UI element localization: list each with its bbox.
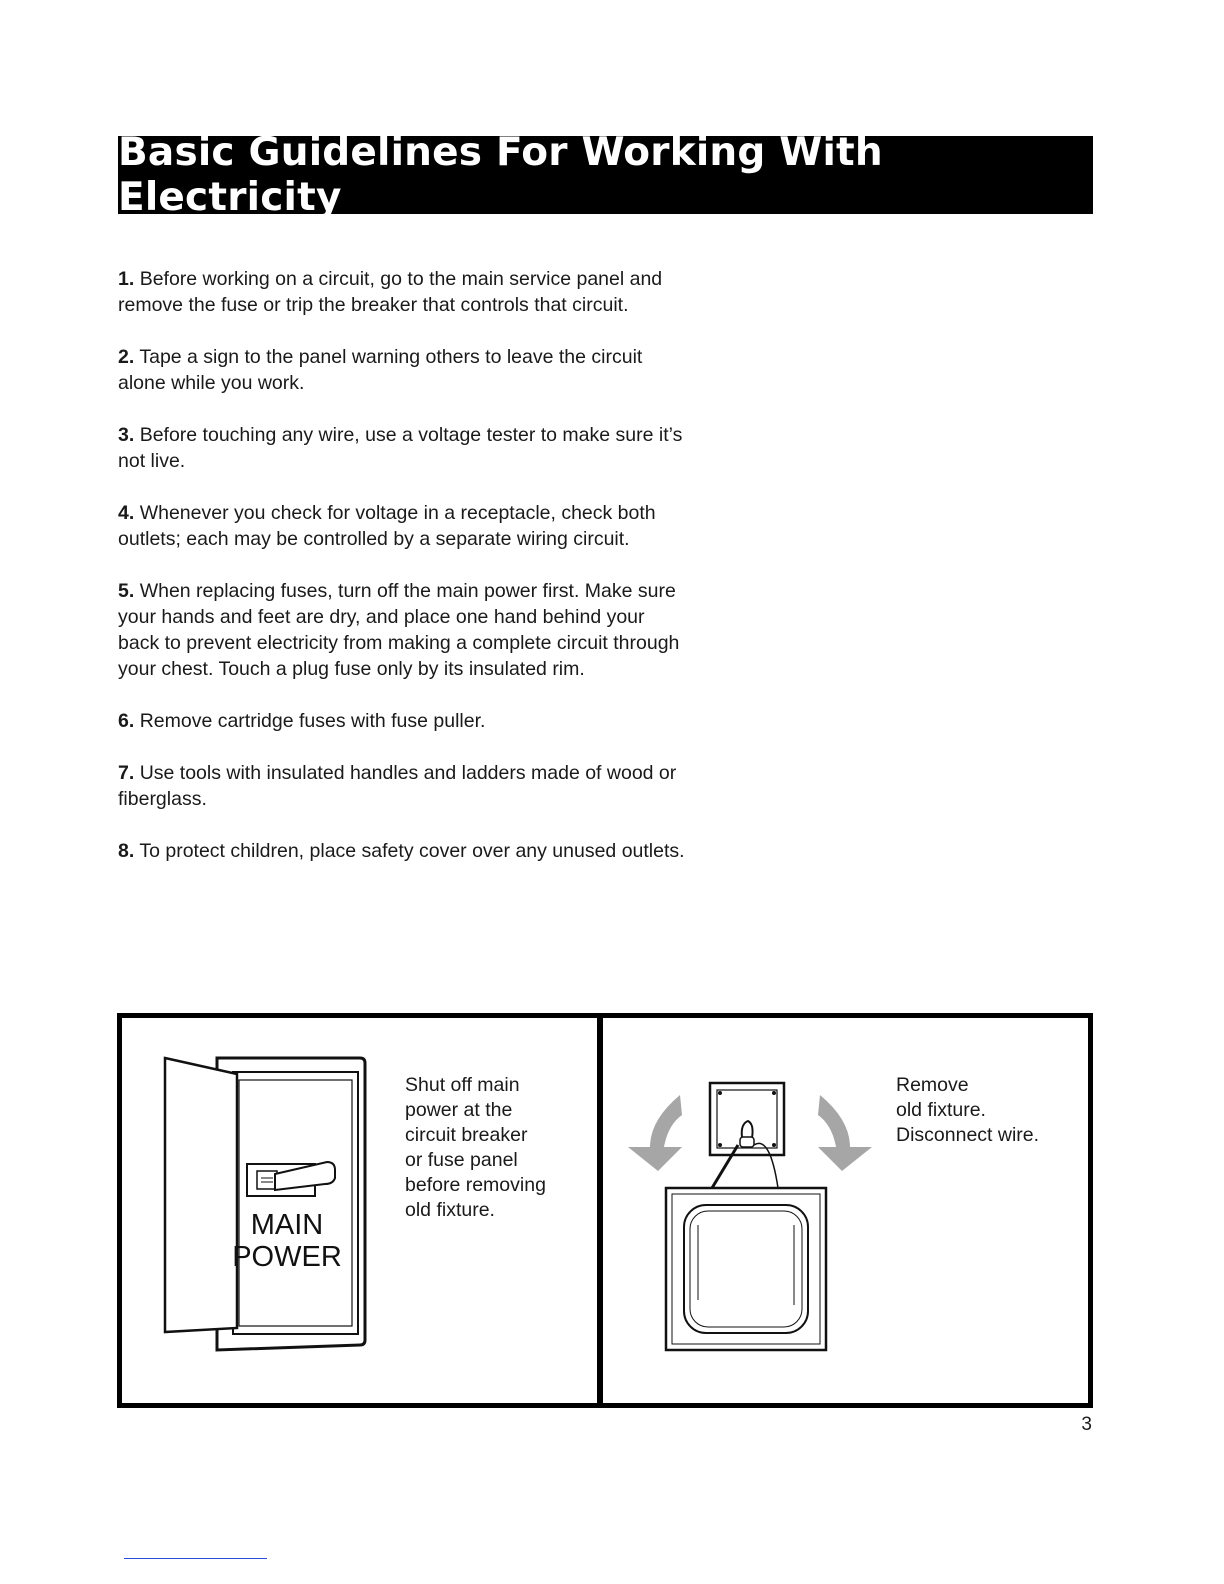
step-text: Before working on a circuit, go to the main service panel and remove the fuse or trip the breaker that controls that circuit. bbox=[118, 268, 663, 316]
title-banner bbox=[118, 130, 1093, 220]
list-item bbox=[118, 838, 688, 864]
breaker-panel-icon bbox=[155, 1050, 375, 1360]
panel-label-main: MAIN bbox=[250, 1209, 324, 1241]
caption-remove-fixture: Remove old fixture. Disconnect wire. bbox=[896, 1074, 1040, 1146]
panel-label-power: POWER bbox=[232, 1241, 342, 1273]
guidelines-list bbox=[118, 266, 688, 890]
caption-shut-off-power: Shut off main power at the circuit breaker or fuse panel before removing old fixture. bbox=[405, 1074, 546, 1221]
page-number: 3 bbox=[1081, 1414, 1092, 1435]
step-text: Tape a sign to the panel warning others to leave the circuit alone while you work. bbox=[118, 346, 643, 394]
step-number: 1. bbox=[118, 268, 135, 290]
step-number: 4. bbox=[118, 502, 135, 524]
step-number: 2. bbox=[118, 346, 135, 368]
list-item bbox=[118, 422, 688, 474]
step-number: 5. bbox=[118, 580, 135, 602]
step-text: Use tools with insulated handles and ladders made of wood or fiberglass. bbox=[118, 762, 677, 810]
step-text: To protect children, place safety cover over any unused outlets. bbox=[139, 840, 685, 862]
step-number: 7. bbox=[118, 762, 135, 784]
footer-rule bbox=[124, 1558, 267, 1559]
ceiling-fixture-icon bbox=[620, 1075, 885, 1360]
step-number: 3. bbox=[118, 424, 135, 446]
curved-arrow-icon bbox=[818, 1095, 872, 1171]
step-text: When replacing fuses, turn off the main power first. Make sure your hands and feet are dry, and place one hand behind your back to prevent electricity from making a complete circuit through your chest. Touch a plug fuse only by its insulated rim. bbox=[118, 580, 680, 680]
list-item bbox=[118, 500, 688, 552]
list-item bbox=[118, 266, 688, 318]
list-item bbox=[118, 344, 688, 396]
list-item bbox=[118, 578, 688, 682]
list-item bbox=[118, 760, 688, 812]
illustration-divider bbox=[597, 1013, 603, 1408]
step-number: 8. bbox=[118, 840, 135, 862]
page-title: Basic Guidelines For Working With Electricity bbox=[118, 130, 883, 220]
step-text: Whenever you check for voltage in a receptacle, check both outlets; each may be controlled by a separate wiring circuit. bbox=[118, 502, 656, 550]
curved-arrow-icon bbox=[628, 1095, 682, 1171]
step-text: Before touching any wire, use a voltage tester to make sure it’s not live. bbox=[118, 424, 683, 472]
step-text: Remove cartridge fuses with fuse puller. bbox=[139, 710, 486, 732]
list-item bbox=[118, 708, 688, 734]
step-number: 6. bbox=[118, 710, 135, 732]
